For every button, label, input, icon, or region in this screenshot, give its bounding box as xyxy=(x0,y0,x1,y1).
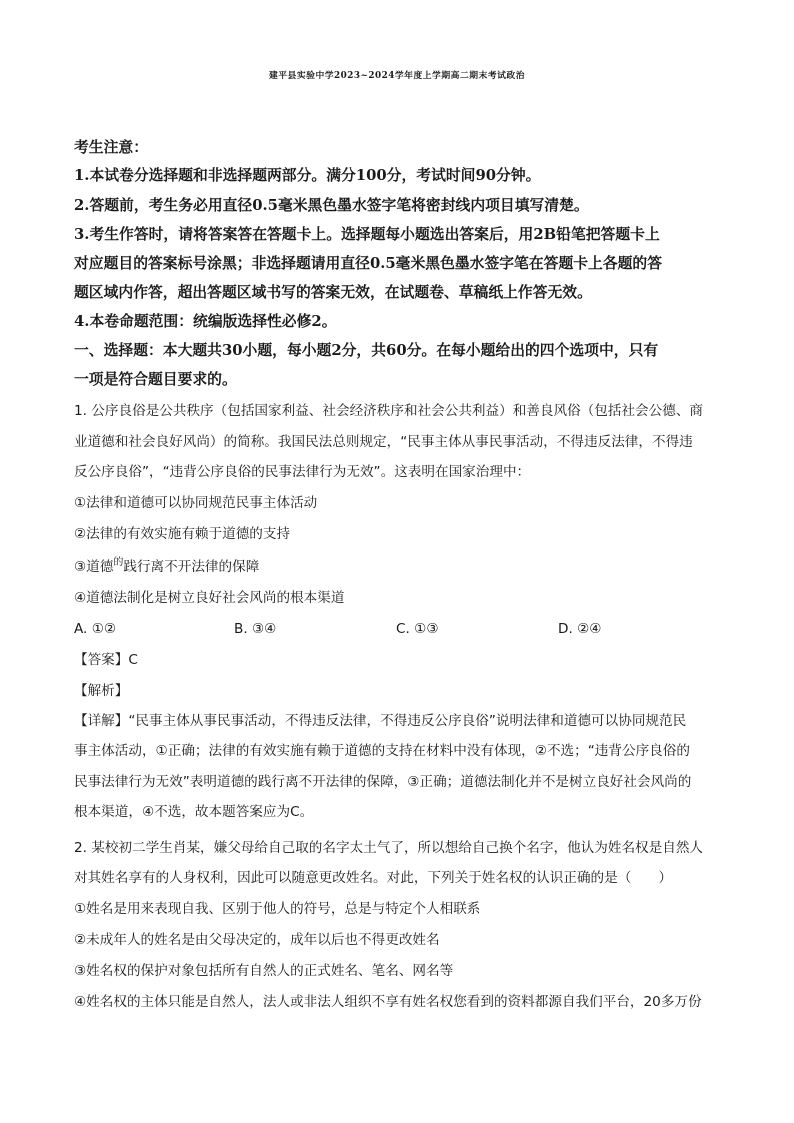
q2-item-4: ④姓名权的主体只能是自然人，法人或非法人组织不享有姓名权您看到的资料都源自我们平台，20多万份 xyxy=(74,994,702,1010)
q1-stem-1: 1. 公序良俗是公共秩序（包括国家利益、社会经济秩序和社会公共利益）和善良风俗（包括社会公德、商 xyxy=(74,403,704,419)
q1-stem-2: 业道德和社会良好风尚）的简称。我国民法总则规定，“民事主体从事民事活动，不得违反法律，不得违 xyxy=(74,434,693,450)
q1-detail-1: 【详解】“民事主体从事民事活动，不得违反法律，不得违反公序良俗”说明法律和道德可以协同规范民 xyxy=(74,713,687,729)
page-title: 建平县实验中学2023~2024学年度上学期高二期末考试政治 xyxy=(268,71,526,81)
notice-line-4: 对应题目的答案标号涂黑；非选择题请用直径0.5毫米黑色墨水签字笔在答题卡上各题的答 xyxy=(74,255,663,272)
notice-line-6: 4.本卷命题范围：统编版选择性必修2。 xyxy=(74,313,337,330)
q2-item-3: ③姓名权的保护对象包括所有自然人的正式姓名、笔名、网名等 xyxy=(74,963,454,979)
q1-option-a: A. ①② xyxy=(74,621,117,637)
q1-option-d: D. ②④ xyxy=(558,621,602,637)
section-heading-2: 一项是符合题目要求的。 xyxy=(74,371,237,388)
q2-item-1: ①姓名是用来表现自我、区别于他人的符号，总是与特定个人相联系 xyxy=(74,901,481,917)
section-heading-1: 一、选择题：本大题共30小题，每小题2分，共60分。在每小题给出的四个选项中，只有 xyxy=(74,342,659,359)
q2-item-2: ②未成年人的姓名是由父母决定的，成年以后也不得更改姓名 xyxy=(74,932,440,948)
q1-answer: 【答案】C xyxy=(74,652,138,668)
q1-detail-3: 民事法律行为无效”表明道德的践行离不开法律的保障，③正确；道德法制化并不是树立良好社会风尚的 xyxy=(74,774,692,790)
q1-option-b: B. ③④ xyxy=(234,621,277,637)
q1-option-c: C. ①③ xyxy=(396,621,439,637)
q1-item-3-pre: ③道德 xyxy=(74,559,114,575)
q1-detail-4: 根本渠道，④不选，故本题答案应为C。 xyxy=(74,804,314,820)
notice-line-5: 题区域内作答，超出答题区域书写的答案无效，在试题卷、草稿纸上作答无效。 xyxy=(74,284,592,301)
notice-line-2: 2.答题前，考生务必用直径0.5毫米黑色墨水签字笔将密封线内项目填写清楚。 xyxy=(74,197,589,214)
q1-item-1: ①法律和道德可以协同规范民事主体活动 xyxy=(74,495,318,511)
q1-detail-2: 事主体活动，①正确；法律的有效实施有赖于道德的支持在材料中没有体现，②不选；“违背公序良俗的 xyxy=(74,743,690,759)
notice-heading: 考生注意： xyxy=(74,139,148,156)
q1-item-2: ②法律的有效实施有赖于道德的支持 xyxy=(74,526,291,542)
notice-line-3: 3.考生作答时，请将答案答在答题卡上。选择题每小题选出答案后，用2B铅笔把答题卡上 xyxy=(74,226,660,243)
q1-analysis-label: 【解析】 xyxy=(74,683,129,699)
notice-line-1: 1.本试卷分选择题和非选择题两部分。满分100分，考试时间90分钟。 xyxy=(74,167,541,184)
q1-item-3-sup: 的 xyxy=(113,557,124,568)
q1-item-3 xyxy=(74,557,259,579)
q1-item-4: ④道德法制化是树立良好社会风尚的根本渠道 xyxy=(74,590,345,606)
q2-stem-1: 2. 某校初二学生肖某，嫌父母给自己取的名字太土气了，所以想给自己换个名字，他认为姓名权是自然人 xyxy=(74,840,704,856)
q2-stem-2: 对其姓名享有的人身权利，因此可以随意更改姓名。对此，下列关于姓名权的认识正确的是（ ） xyxy=(74,870,673,886)
q1-stem-3: 反公序良俗”，“违背公序良俗的民事法律行为无效”。这表明在国家治理中： xyxy=(74,464,531,480)
q1-item-3-post: 践行离不开法律的保障 xyxy=(123,559,260,575)
